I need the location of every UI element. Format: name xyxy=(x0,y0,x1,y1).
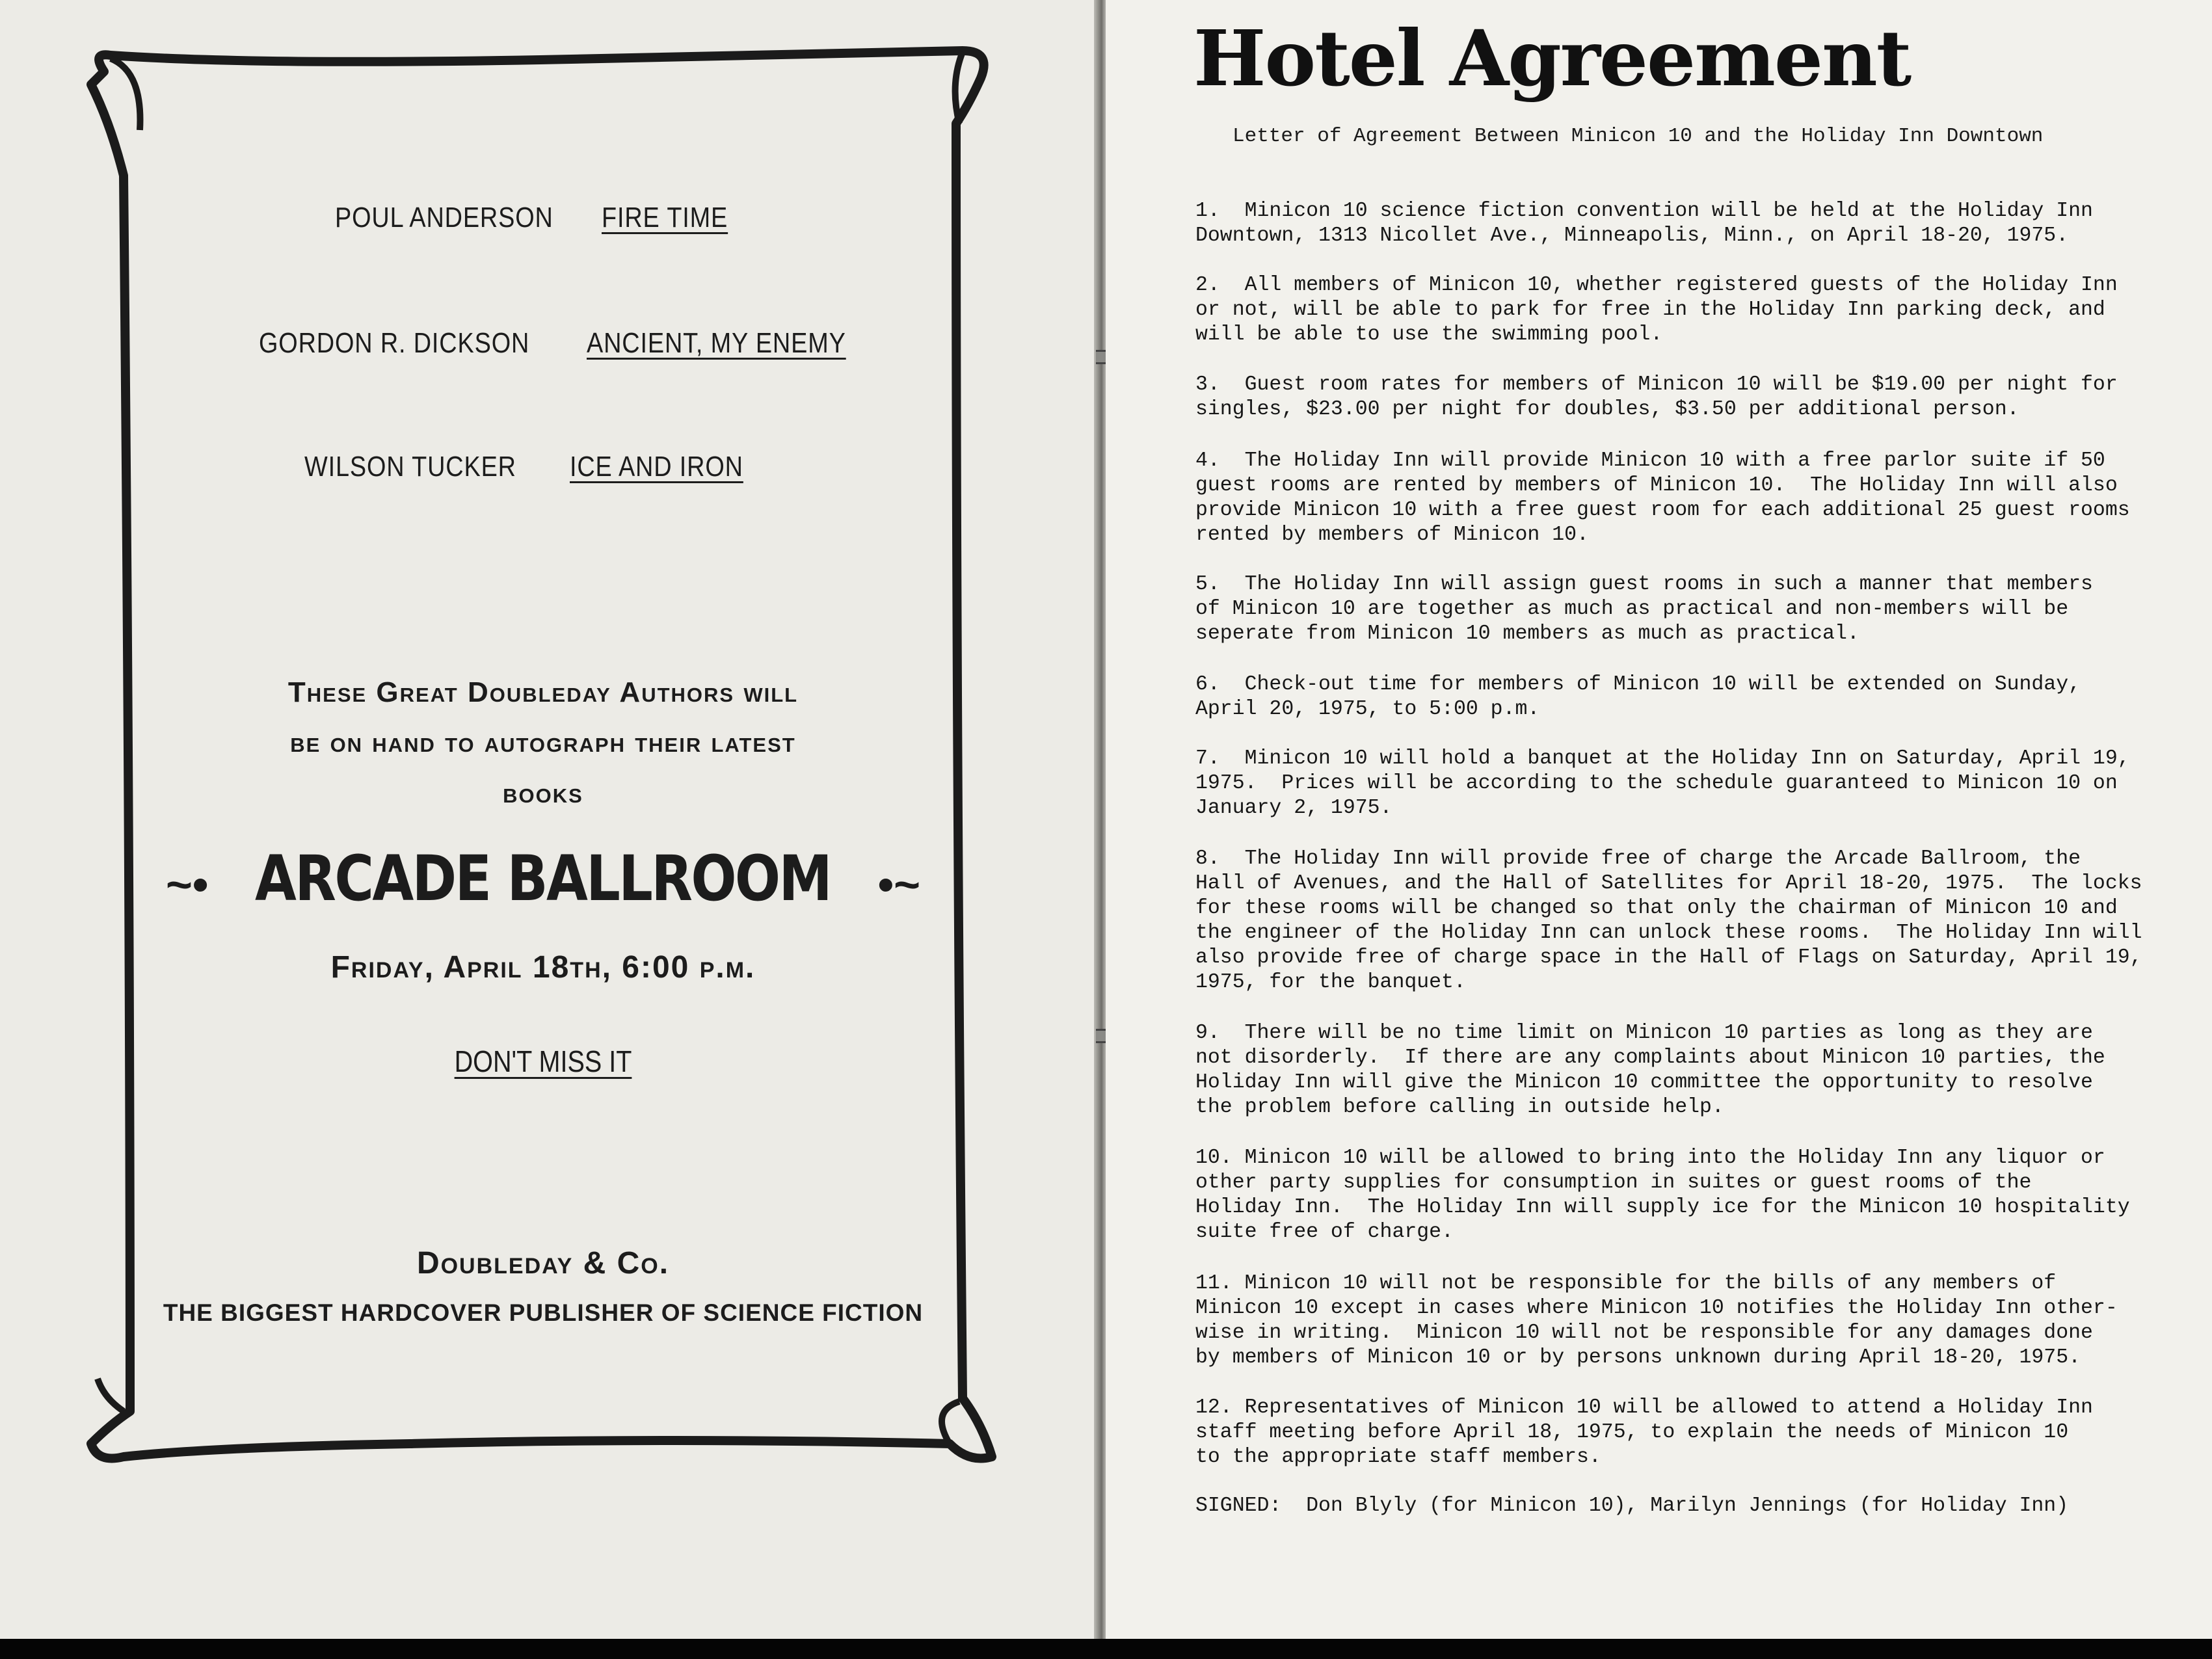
clause-6: 6. Check-out time for members of Minicon 10 will be extended on Sunday, April 20, 1975, to 5:00 p.m. xyxy=(1195,673,2081,721)
announcement-line-3: books xyxy=(503,777,583,809)
book-title-3: ICE AND IRON xyxy=(570,451,743,483)
venue-name: ARCADE BALLROOM xyxy=(255,842,831,915)
clause-7: 7. Minicon 10 will hold a banquet at the Holiday Inn on Saturday, April 19, 1975. Prices will be according to the schedule guaranteed to Minicon 10 on January 2, 1975. xyxy=(1195,747,2130,819)
scan-bottom-edge xyxy=(0,1639,2212,1659)
author-name-3: WILSON TUCKER xyxy=(304,451,516,483)
left-page xyxy=(0,0,1099,1639)
book-title-2: ANCIENT, MY ENEMY xyxy=(587,327,846,359)
ornament-right: •~ xyxy=(877,859,920,910)
author-name-2: GORDON R. DICKSON xyxy=(259,327,530,359)
event-datetime: Friday, April 18th, 6:00 p.m. xyxy=(330,950,756,985)
clause-4: 4. The Holiday Inn will provide Minicon 10 with a free parlor suite if 50 guest rooms are rented by members of Minicon 10. The Holiday Inn will also provide Minicon 10 with a free guest room for each additional 25 guest rooms rented by members of Minicon 10. xyxy=(1195,449,2130,546)
signatures-line: SIGNED: Don Blyly (for Minicon 10), Marilyn Jennings (for Holiday Inn) xyxy=(1195,1494,2069,1517)
clause-3: 3. Guest room rates for members of Minicon 10 will be $19.00 per night for singles, $23.00 per night for doubles, $3.50 per additional person. xyxy=(1195,373,2118,421)
ornament-left: ~• xyxy=(166,859,209,910)
clause-1: 1. Minicon 10 science fiction convention will be held at the Holiday Inn Downtown, 1313 Nicollet Ave., Minneapolis, Minn., on April 18-20, 1975. xyxy=(1195,200,2093,247)
letter-subtitle: Letter of Agreement Between Minicon 10 and the Holiday Inn Downtown xyxy=(1233,125,2044,148)
venue-heading xyxy=(111,842,976,915)
clause-2: 2. All members of Minicon 10, whether registered guests of the Holiday Inn or not, will be able to park for free in the Holiday Inn parking deck, and will be able to use the swimming pool. xyxy=(1195,274,2118,346)
announcement-line-1: These Great Doubleday Authors will xyxy=(287,676,799,708)
publisher-tagline: THE BIGGEST HARDCOVER PUBLISHER OF SCIENCE FICTION xyxy=(163,1299,924,1326)
book-title-1: FIRE TIME xyxy=(602,202,728,233)
clause-12: 12. Representatives of Minicon 10 will be allowed to attend a Holiday Inn staff meeting before April 18, 1975, to explain the needs of Minicon 10 to the appropriate staff members. xyxy=(1195,1396,2093,1468)
page-title: Hotel Agreement xyxy=(1193,13,1911,103)
author-name-1: POUL ANDERSON xyxy=(335,202,553,233)
clause-11: 11. Minicon 10 will not be responsible for the bills of any members of Minicon 10 except in cases where Minicon 10 notifies the Holiday Inn other- wise in writing. Minicon 10 will not be responsible for any damages done by members of Minicon 10 or by persons unknown during April 18-20, 1975. xyxy=(1195,1272,2118,1369)
clause-8: 8. The Holiday Inn will provide free of charge the Arcade Ballroom, the Hall of Avenues, and the Hall of Satellites for April 18-20, 1975. The locks for these rooms will be changed so that only the chairman of Minicon 10 and the engineer of the Holiday Inn can unlock these rooms. The Holiday Inn will also provide free of charge space in the Hall of Flags on Saturday, April 19, 1975, for the banquet. xyxy=(1195,847,2142,994)
announcement-line-2: be on hand to autograph their latest xyxy=(290,726,796,758)
clause-9: 9. There will be no time limit on Minicon 10 parties as long as they are not disorderly. If there are any complaints about Minicon 10 parties, the Holiday Inn will give the Minicon 10 committee the opportunity to resolve the problem before calling in outside help. xyxy=(1195,1022,2105,1119)
publisher-name: Doubleday & Co. xyxy=(416,1246,670,1281)
clause-5: 5. The Holiday Inn will assign guest rooms in such a manner that members of Minicon 10 are together as much as practical and non-members will be seperate from Minicon 10 members as much as practical. xyxy=(1195,573,2093,645)
clause-10: 10. Minicon 10 will be allowed to bring into the Holiday Inn any liquor or other party supplies for consumption in suites or guest rooms of the Holiday Inn. The Holiday Inn will supply ice for the Minicon 10 hospitality suite free of charge. xyxy=(1195,1147,2130,1243)
dont-miss-it: DON'T MISS IT xyxy=(454,1044,632,1078)
